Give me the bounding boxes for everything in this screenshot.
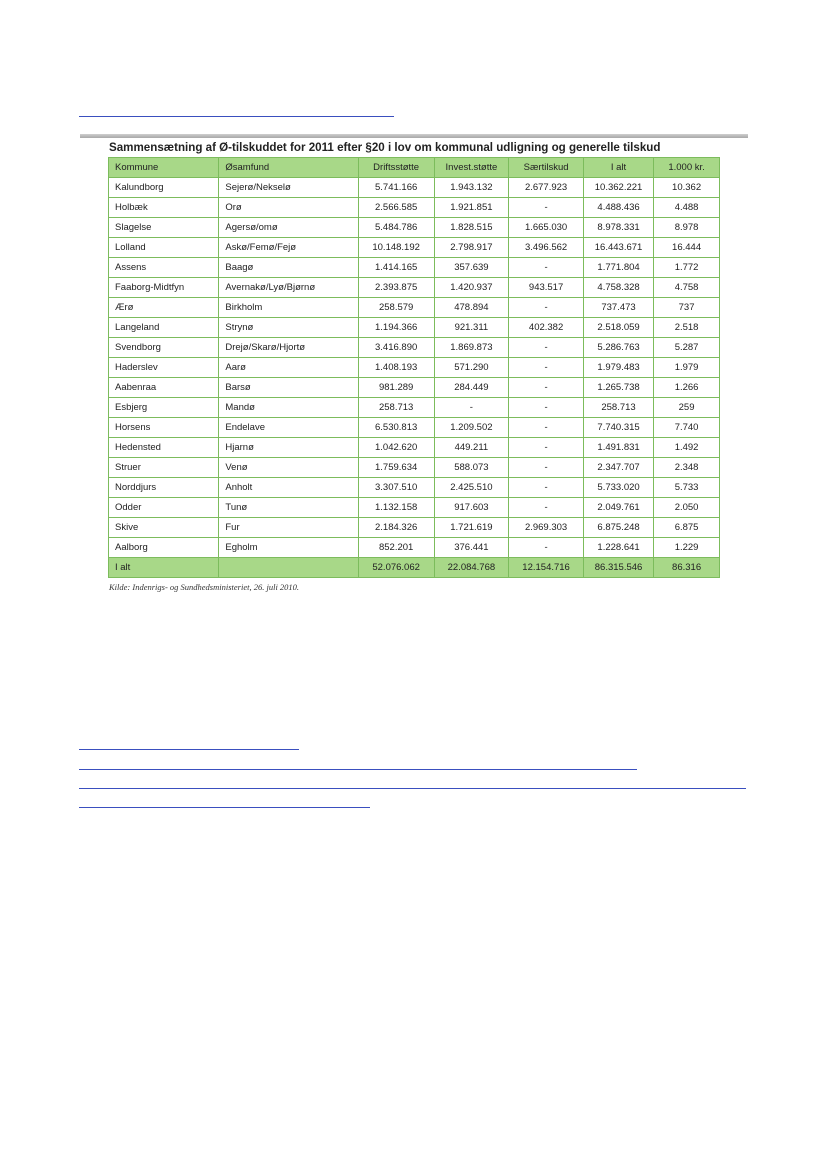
table-row <box>109 258 720 278</box>
column-header: I alt <box>583 158 653 178</box>
table-cell: Kalundborg <box>109 178 219 198</box>
table-cell: 1.869.873 <box>434 338 509 358</box>
table-cell: - <box>509 358 584 378</box>
table-cell: 1.132.158 <box>358 498 434 518</box>
table-cell: - <box>509 198 584 218</box>
table-cell: 5.733 <box>654 478 720 498</box>
table-row <box>109 498 720 518</box>
table-cell: 2.425.510 <box>434 478 509 498</box>
table-cell: Strynø <box>219 318 358 338</box>
table-cell: Esbjerg <box>109 398 219 418</box>
table-cell: 449.211 <box>434 438 509 458</box>
hyperlink-underline[interactable] <box>79 116 394 117</box>
table-cell: 2.969.303 <box>509 518 584 538</box>
table-cell: - <box>509 498 584 518</box>
column-header: Kommune <box>109 158 219 178</box>
header-row <box>109 158 720 178</box>
table-title: Sammensætning af Ø-tilskuddet for 2011 efter §20 i lov om kommunal udligning og generelle tilskud <box>109 141 661 154</box>
table-row <box>109 438 720 458</box>
table-cell: 6.875.248 <box>583 518 653 538</box>
table-cell: Agersø/omø <box>219 218 358 238</box>
table-cell: - <box>509 338 584 358</box>
table-cell: 4.758.328 <box>583 278 653 298</box>
table-cell: 1.492 <box>654 438 720 458</box>
table-cell: I alt <box>109 558 219 578</box>
table-cell: 2.050 <box>654 498 720 518</box>
table-cell: 86.315.546 <box>583 558 653 578</box>
table-cell: Aarø <box>219 358 358 378</box>
table-cell: 2.347.707 <box>583 458 653 478</box>
table-cell: Fur <box>219 518 358 538</box>
table-cell: Haderslev <box>109 358 219 378</box>
table-cell: 5.733.020 <box>583 478 653 498</box>
table-cell: 3.307.510 <box>358 478 434 498</box>
table-cell: 3.416.890 <box>358 338 434 358</box>
table-cell: 1.228.641 <box>583 538 653 558</box>
table-cell: 1.491.831 <box>583 438 653 458</box>
table-cell: - <box>509 538 584 558</box>
table-cell: Endelave <box>219 418 358 438</box>
subsidy-table <box>108 157 720 578</box>
table-cell: Langeland <box>109 318 219 338</box>
table-cell: 1.266 <box>654 378 720 398</box>
table-cell: - <box>509 258 584 278</box>
table-cell: 737.473 <box>583 298 653 318</box>
table-cell: Askø/Femø/Fejø <box>219 238 358 258</box>
table-cell: 852.201 <box>358 538 434 558</box>
table-cell: Hedensted <box>109 438 219 458</box>
table-cell: 10.362 <box>654 178 720 198</box>
table-cell: 2.518.059 <box>583 318 653 338</box>
table-body <box>109 178 720 558</box>
total-row <box>109 558 720 578</box>
table-cell: 1.665.030 <box>509 218 584 238</box>
table-row <box>109 378 720 398</box>
table-cell: Holbæk <box>109 198 219 218</box>
table-cell: 1.828.515 <box>434 218 509 238</box>
table-row <box>109 178 720 198</box>
table-cell: 1.759.634 <box>358 458 434 478</box>
table-row <box>109 458 720 478</box>
table-cell: 258.713 <box>583 398 653 418</box>
table-cell: 478.894 <box>434 298 509 318</box>
table-row <box>109 518 720 538</box>
table-row <box>109 298 720 318</box>
table-cell: 1.979 <box>654 358 720 378</box>
table-cell: 921.311 <box>434 318 509 338</box>
table-cell: 5.287 <box>654 338 720 358</box>
table-cell: Aalborg <box>109 538 219 558</box>
hyperlink-underline[interactable] <box>79 807 370 808</box>
table-cell: 12.154.716 <box>509 558 584 578</box>
table-row <box>109 218 720 238</box>
table-cell: Anholt <box>219 478 358 498</box>
hyperlink-underline[interactable] <box>79 788 746 789</box>
table-cell: - <box>509 478 584 498</box>
table-cell: 1.979.483 <box>583 358 653 378</box>
table-cell: - <box>509 458 584 478</box>
table-cell: 571.290 <box>434 358 509 378</box>
table-cell: 402.382 <box>509 318 584 338</box>
table-cell: 5.484.786 <box>358 218 434 238</box>
table-cell: 2.677.923 <box>509 178 584 198</box>
table-cell: 4.758 <box>654 278 720 298</box>
table-cell: 981.289 <box>358 378 434 398</box>
table-cell: 8.978.331 <box>583 218 653 238</box>
table-cell <box>219 558 358 578</box>
figure-divider <box>80 134 748 138</box>
table-row <box>109 418 720 438</box>
table-cell: Mandø <box>219 398 358 418</box>
table-cell: 2.798.917 <box>434 238 509 258</box>
table-cell: Skive <box>109 518 219 538</box>
table-row <box>109 278 720 298</box>
table-cell: Egholm <box>219 538 358 558</box>
column-header: Særtilskud <box>509 158 584 178</box>
table-cell: 1.209.502 <box>434 418 509 438</box>
table-cell: Svendborg <box>109 338 219 358</box>
table-cell: 1.414.165 <box>358 258 434 278</box>
table-cell: 376.441 <box>434 538 509 558</box>
table-cell: - <box>434 398 509 418</box>
table-cell: 917.603 <box>434 498 509 518</box>
table-cell: - <box>509 438 584 458</box>
table-cell: Ærø <box>109 298 219 318</box>
column-header: Invest.støtte <box>434 158 509 178</box>
hyperlink-underline[interactable] <box>79 769 637 770</box>
table-cell: 5.286.763 <box>583 338 653 358</box>
table-cell: Lolland <box>109 238 219 258</box>
column-header: 1.000 kr. <box>654 158 720 178</box>
column-header: Driftsstøtte <box>358 158 434 178</box>
table-cell: 16.444 <box>654 238 720 258</box>
table-row <box>109 338 720 358</box>
table-cell: 5.741.166 <box>358 178 434 198</box>
table-cell: 1.420.937 <box>434 278 509 298</box>
table-cell: 943.517 <box>509 278 584 298</box>
table-cell: Orø <box>219 198 358 218</box>
table-row <box>109 358 720 378</box>
table-cell: 16.443.671 <box>583 238 653 258</box>
table-row <box>109 318 720 338</box>
table-cell: 258.713 <box>358 398 434 418</box>
table-cell: Baagø <box>219 258 358 278</box>
table-cell: 284.449 <box>434 378 509 398</box>
table-cell: 4.488 <box>654 198 720 218</box>
table-cell: 2.566.585 <box>358 198 434 218</box>
table-cell: 3.496.562 <box>509 238 584 258</box>
table-cell: Faaborg-Midtfyn <box>109 278 219 298</box>
table-cell: 52.076.062 <box>358 558 434 578</box>
table-header <box>109 158 720 178</box>
table-cell: - <box>509 398 584 418</box>
table-cell: 7.740 <box>654 418 720 438</box>
table-cell: Horsens <box>109 418 219 438</box>
table-cell: Odder <box>109 498 219 518</box>
table-cell: 2.184.326 <box>358 518 434 538</box>
table-cell: 1.265.738 <box>583 378 653 398</box>
hyperlink-underline[interactable] <box>79 749 299 750</box>
table-cell: 22.084.768 <box>434 558 509 578</box>
table-cell: 1.771.804 <box>583 258 653 278</box>
table-cell: 8.978 <box>654 218 720 238</box>
table-cell: Hjarnø <box>219 438 358 458</box>
table-cell: 1.408.193 <box>358 358 434 378</box>
table-cell: Venø <box>219 458 358 478</box>
table-cell: Avernakø/Lyø/Bjørnø <box>219 278 358 298</box>
table-cell: 4.488.436 <box>583 198 653 218</box>
table-cell: - <box>509 378 584 398</box>
table-cell: Aabenraa <box>109 378 219 398</box>
table-cell: Drejø/Skarø/Hjortø <box>219 338 358 358</box>
table-footer <box>109 558 720 578</box>
table-row <box>109 238 720 258</box>
table-figure <box>80 134 748 592</box>
table-cell: 2.518 <box>654 318 720 338</box>
table-cell: 7.740.315 <box>583 418 653 438</box>
table-cell: 357.639 <box>434 258 509 278</box>
table-cell: Birkholm <box>219 298 358 318</box>
table-cell: 1.921.851 <box>434 198 509 218</box>
table-cell: 86.316 <box>654 558 720 578</box>
table-cell: 259 <box>654 398 720 418</box>
table-cell: 1.229 <box>654 538 720 558</box>
table-cell: 10.148.192 <box>358 238 434 258</box>
table-cell: 1.721.619 <box>434 518 509 538</box>
table-cell: 1.772 <box>654 258 720 278</box>
table-row <box>109 198 720 218</box>
table-cell: Assens <box>109 258 219 278</box>
table-cell: - <box>509 298 584 318</box>
table-cell: 1.194.366 <box>358 318 434 338</box>
table-cell: Struer <box>109 458 219 478</box>
table-cell: Tunø <box>219 498 358 518</box>
table-cell: 1.943.132 <box>434 178 509 198</box>
table-cell: Sejerø/Nekselø <box>219 178 358 198</box>
column-header: Øsamfund <box>219 158 358 178</box>
table-cell: 588.073 <box>434 458 509 478</box>
table-cell: 258.579 <box>358 298 434 318</box>
table-cell: 737 <box>654 298 720 318</box>
source-caption: Kilde: Indenrigs- og Sundhedsministeriet, 26. juli 2010. <box>109 582 300 592</box>
table-cell: 2.393.875 <box>358 278 434 298</box>
table-cell: Slagelse <box>109 218 219 238</box>
table-cell: 2.049.761 <box>583 498 653 518</box>
table-cell: 6.530.813 <box>358 418 434 438</box>
table-cell: 6.875 <box>654 518 720 538</box>
table-cell: 1.042.620 <box>358 438 434 458</box>
table-cell: Barsø <box>219 378 358 398</box>
table-cell: 10.362.221 <box>583 178 653 198</box>
table-row <box>109 538 720 558</box>
table-row <box>109 398 720 418</box>
table-cell: Norddjurs <box>109 478 219 498</box>
table-cell: - <box>509 418 584 438</box>
table-cell: 2.348 <box>654 458 720 478</box>
table-row <box>109 478 720 498</box>
